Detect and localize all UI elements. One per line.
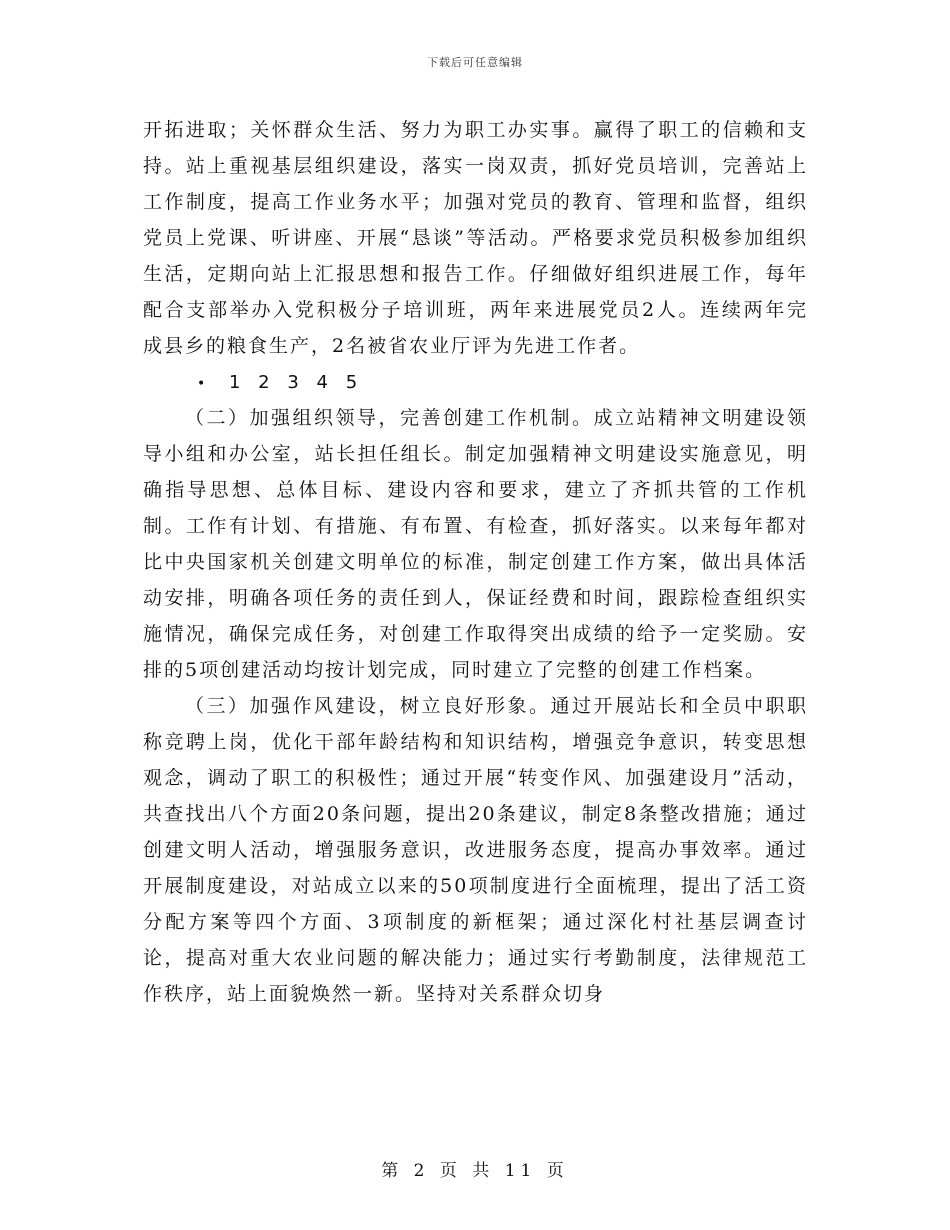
paragraph-2: （二）加强组织领导，完善创建工作机制。成立站精神文明建设领导小组和办公室，站长担任组长。制定加强精神文明建设实施意见，明确指导思想、总体目标、建设内容和要求，建立了齐抓共管的工作机制。工作有计划、有措施、有布置、有检查，抓好落实。以来每年都对比中央国家机关创建文明单位的标准，制定创建工作方案，做出具体活动安排，明确各项任务的责任到人，保证经费和时间，跟踪检查组织实施情况，确保完成任务，对创建工作取得突出成绩的给予一定奖励。安排的5项创建活动均按计划完成，同时建立了完整的创建工作档案。 — [143, 407, 808, 681]
page-header-note: 下载后可任意编辑 — [427, 56, 523, 69]
page-number-footer: 第 2 页 共 11 页 — [381, 1161, 569, 1181]
bullet-item-text: 1 2 3 4 5 — [229, 372, 364, 393]
paragraph-3: （三）加强作风建设，树立良好形象。通过开展站长和全员中职职称竞聘上岗，优化干部年龄结构和知识结构，增强竞争意识，转变思想观念，调动了职工的积极性；通过开展“转变作风、加强建设月”活动，共查找出八个方面20条问题，提出20条建议，制定8条整改措施；通过创建文明人活动，增强服务意识，改进服务态度，提高办事效率。通过开展制度建设，对站成立以来的50项制度进行全面梳理，提出了活工资分配方案等四个方面、3项制度的新框架；通过深化村社基层调查讨论，提高对重大农业问题的解决能力；通过实行考勤制度，法律规范工作秩序，站上面貌焕然一新。坚持对关系群众切身 — [143, 695, 808, 1005]
document-body — [143, 112, 808, 1012]
paragraph-1: 开拓进取；关怀群众生活、努力为职工办实事。赢得了职工的信赖和支持。站上重视基层组织建设，落实一岗双责，抓好党员培训，完善站上工作制度，提高工作业务水平；加强对党员的教育、管理和监督，组织党员上党课、听讲座、开展“恳谈”等活动。严格要求党员积极参加组织生活，定期向站上汇报思想和报告工作。仔细做好组织进展工作，每年配合支部举办入党积极分子培训班，两年来进展党员2人。连续两年完成县乡的粮食生产，2名被省农业厅评为先进工作者。 — [143, 119, 808, 357]
bullet-dot-icon: • — [197, 376, 206, 392]
bullet-list-item — [143, 364, 808, 400]
